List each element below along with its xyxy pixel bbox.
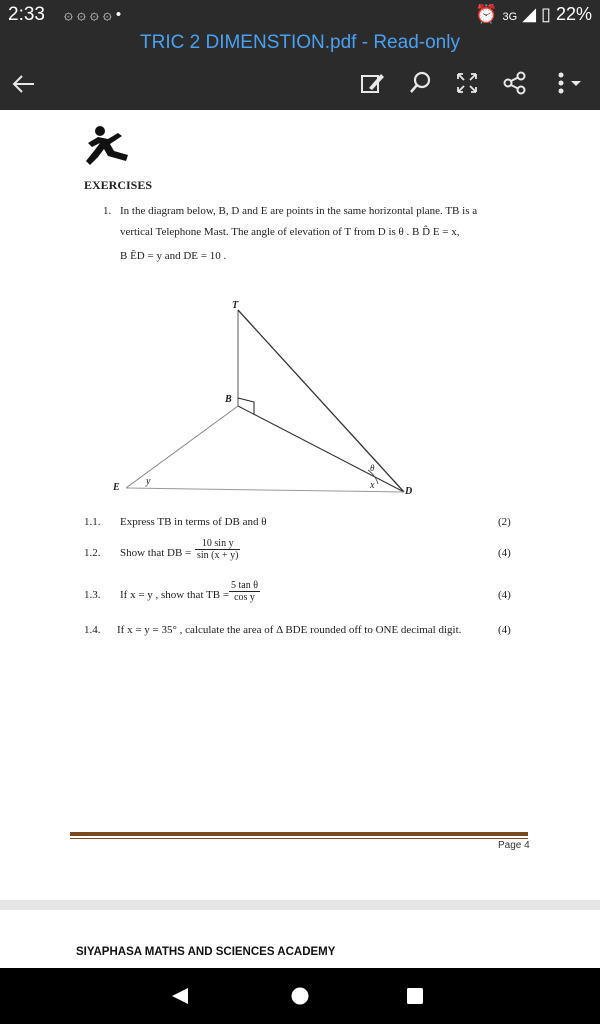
more-menu-button[interactable] — [553, 68, 593, 98]
fraction-1-2-numerator: 10 sin y — [195, 538, 240, 550]
marks-1-3: (4) — [498, 589, 511, 601]
line-ED — [126, 488, 404, 492]
fraction-1-3 — [229, 580, 260, 603]
document-title: TRIC 2 DIMENSTION.pdf - Read-only — [140, 32, 460, 53]
line-TD — [238, 310, 404, 492]
fullscreen-button[interactable] — [452, 68, 482, 98]
sub-text-1-3: If x = y , show that TB = — [120, 589, 230, 601]
page-gap — [0, 900, 600, 910]
status-bar — [0, 0, 600, 30]
sub-number-1-3: 1.3. — [84, 589, 101, 601]
network-label: 3G — [502, 11, 518, 23]
sub-text-1-1: Express TB in terms of DB and θ — [120, 516, 267, 528]
footer-rule — [70, 832, 528, 836]
toolbar — [0, 30, 600, 110]
right-angle-mark — [238, 398, 254, 414]
label-D: D — [405, 486, 413, 497]
alarm-icon: ⏰ — [475, 4, 498, 24]
pdf-page-next[interactable] — [0, 910, 600, 968]
label-T: T — [232, 300, 239, 311]
nav-back-icon[interactable] — [170, 986, 190, 1006]
notification-icons: ۞ ۞ ۞ ۞ • — [64, 6, 122, 23]
triangle-diagram — [0, 110, 600, 510]
label-x: x — [370, 480, 375, 491]
battery-level: 22% — [555, 4, 592, 24]
edit-button[interactable] — [357, 68, 387, 98]
academy-header: SIYAPHASA MATHS AND SCIENCES ACADEMY — [76, 946, 336, 958]
battery-icon: ▯ — [541, 4, 551, 24]
marks-1-1: (2) — [498, 516, 511, 528]
fraction-1-3-numerator: 5 tan θ — [231, 580, 259, 591]
page-number: Page 4 — [498, 840, 530, 851]
back-arrow-icon — [10, 70, 38, 98]
status-time: 2:33 — [8, 4, 45, 25]
sub-text-1-2: Show that DB = — [120, 547, 192, 559]
fraction-1-3-denominator: cos y — [234, 592, 255, 603]
question-line-1: In the diagram below, B, D and E are points in the same horizontal plane. TB is a — [120, 205, 478, 217]
line-BD — [238, 406, 404, 492]
sub-number-1-2: 1.2. — [84, 547, 101, 559]
question-line-2: vertical Telephone Mast. The angle of elevation of T from D is θ . B D̂ E = x, — [120, 226, 460, 238]
status-right — [475, 4, 592, 25]
fraction-1-2 — [195, 538, 240, 561]
sub-text-1-4: If x = y = 35° , calculate the area of Δ BDE rounded off to ONE decimal digit. — [117, 624, 462, 636]
sub-number-1-4: 1.4. — [84, 624, 101, 636]
sub-number-1-1: 1.1. — [84, 516, 101, 528]
label-theta: θ — [370, 463, 375, 473]
edit-icon — [357, 68, 387, 98]
exercises-heading: EXERCISES — [84, 178, 153, 192]
search-icon — [405, 68, 435, 98]
search-button[interactable] — [405, 68, 435, 98]
line-EB — [126, 406, 238, 488]
navigation-bar — [0, 968, 600, 1024]
more-icon — [553, 68, 593, 98]
fraction-1-2-denominator: sin (x + y) — [197, 550, 239, 561]
nav-recents-icon[interactable] — [406, 987, 424, 1005]
signal-icon: ◢ — [522, 4, 537, 24]
question-line-3: B ÊD = y and DE = 10 . — [120, 250, 227, 262]
label-B: B — [225, 394, 232, 405]
share-icon — [500, 68, 530, 98]
nav-home-icon[interactable] — [290, 986, 310, 1006]
label-y: y — [146, 476, 151, 487]
fullscreen-icon — [452, 68, 482, 98]
pdf-page[interactable] — [0, 110, 600, 900]
footer-rule-thin — [70, 838, 528, 839]
marks-1-4: (4) — [498, 624, 511, 636]
marks-1-2: (4) — [498, 547, 511, 559]
back-button[interactable] — [10, 70, 38, 98]
question-number: 1. — [103, 205, 112, 217]
label-E: E — [113, 482, 120, 493]
share-button[interactable] — [500, 68, 530, 98]
